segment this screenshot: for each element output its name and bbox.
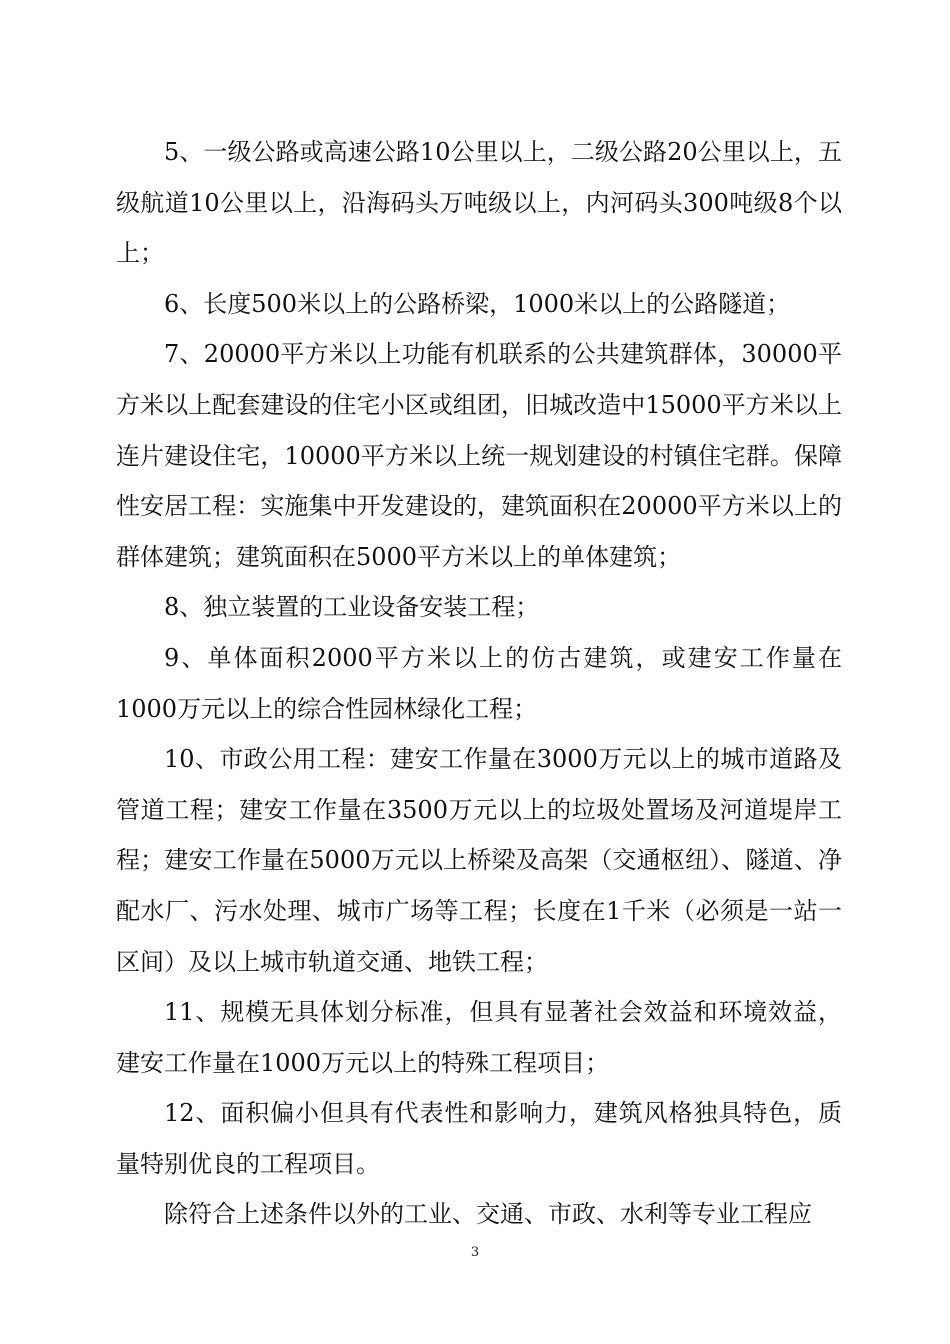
page-number: 3 <box>470 1245 480 1260</box>
paragraph-item-10: 10、市政公用工程：建安工作量在3000万元以上的城市道路及管道工程；建安工作量在3500万元以上的垃圾处置场及河道堤岸工程；建安工作量在5000万元以上桥梁及高架（交通枢纽）、隧道、净配水厂、污水处理、城市广场等工程；长度在1千米（必须是一站一区间）及以上城市轨道交通、地铁工程； <box>116 745 842 976</box>
paragraph-item-12: 12、面积偏小但具有代表性和影响力，建筑风格独具特色，质量特别优良的工程项目。 <box>116 1099 842 1178</box>
paragraph-item-11: 11、规模无具体划分标准，但具有显著社会效益和环境效益，建安工作量在1000万元以上的特殊工程项目； <box>116 998 842 1077</box>
paragraph-item-8: 8、独立装置的工业设备安装工程； <box>164 593 540 622</box>
paragraph-item-6: 6、长度500米以上的公路桥梁，1000米以上的公路隧道； <box>164 289 791 318</box>
paragraph-continuation: 除符合上述条件以外的工业、交通、市政、水利等专业工程应 <box>164 1200 812 1229</box>
paragraph-item-9: 9、单体面积2000平方米以上的仿古建筑，或建安工作量在1000万元以上的综合性园林绿化工程； <box>116 643 842 723</box>
paragraph-item-5: 5、一级公路或高速公路10公里以上，二级公路20公里以上，五级航道10公里以上，沿海码头万吨级以上，内河码头300吨级8个以上； <box>116 138 842 268</box>
document-body <box>116 127 842 1240</box>
paragraph-item-7: 7、20000平方米以上功能有机联系的公共建筑群体，30000平方米以上配套建设的住宅小区或组团，旧城改造中15000平方米以上连片建设住宅，10000平方米以上统一规划建设的村镇住宅群。保障性安居工程：实施集中开发建设的，建筑面积在20000平方米以上的群体建筑；建筑面积在5000平方米以上的单体建筑； <box>116 340 842 571</box>
